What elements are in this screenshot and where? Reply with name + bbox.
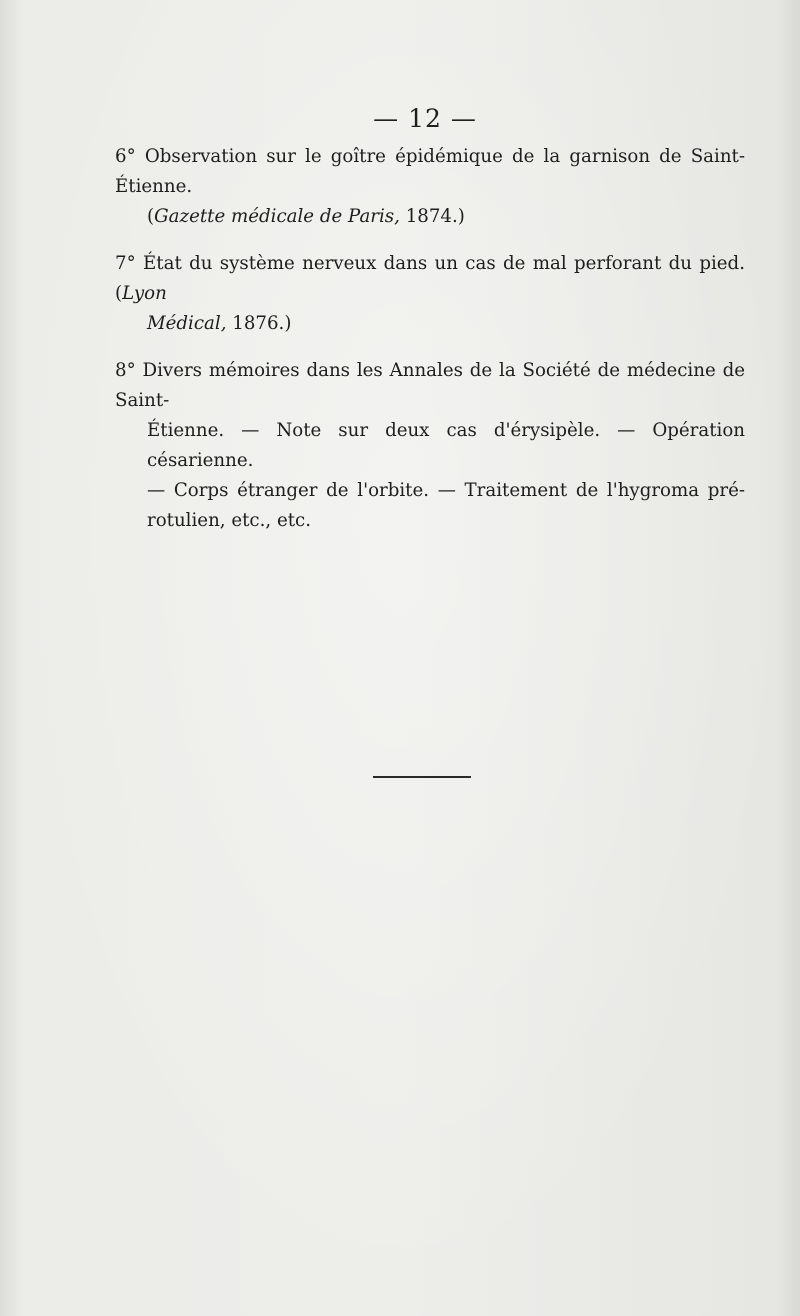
bibliography-entry-7	[115, 249, 745, 339]
entry-6-open-paren: (	[147, 206, 155, 227]
page-number: — 12 —	[373, 104, 477, 133]
entry-6-line-1	[115, 142, 745, 202]
entry-7-line-2	[115, 309, 745, 339]
entry-8-line-4: rotulien, etc., etc.	[147, 510, 311, 531]
section-divider	[373, 776, 471, 778]
entry-7-line-1	[115, 249, 745, 309]
entry-7-title: État du système nerveux dans un cas de mal perforant du pied. (	[115, 253, 745, 304]
entry-8-line-2: Étienne. — Note sur deux cas d'érysipèle. — Opération césarienne.	[147, 420, 745, 471]
entry-8-number: 8°	[115, 360, 136, 381]
entry-7-year: 1876.)	[226, 313, 292, 334]
entry-6-number: 6°	[115, 146, 136, 167]
entry-8-line-1	[115, 356, 745, 416]
entry-7-journal-part-1: Lyon	[122, 283, 167, 304]
entry-8-line-3: — Corps étranger de l'orbite. — Traitement de l'hygroma pré-	[147, 480, 745, 501]
entry-6-title: Observation sur le goître épidémique de la garnison de Saint-Étienne.	[115, 146, 745, 197]
entry-6-journal: Gazette médicale de Paris,	[154, 206, 400, 227]
entry-7-number: 7°	[115, 253, 136, 274]
bibliography-entry-8	[115, 356, 745, 536]
entry-6-line-2	[115, 202, 745, 232]
entry-6-year: 1874.)	[399, 206, 465, 227]
bibliography-entry-6	[115, 142, 745, 232]
entry-8-text-1: Divers mémoires dans les Annales de la Société de médecine de Saint-	[115, 360, 745, 411]
bibliography-list	[115, 142, 745, 553]
entry-7-journal-part-2: Médical,	[147, 313, 227, 334]
